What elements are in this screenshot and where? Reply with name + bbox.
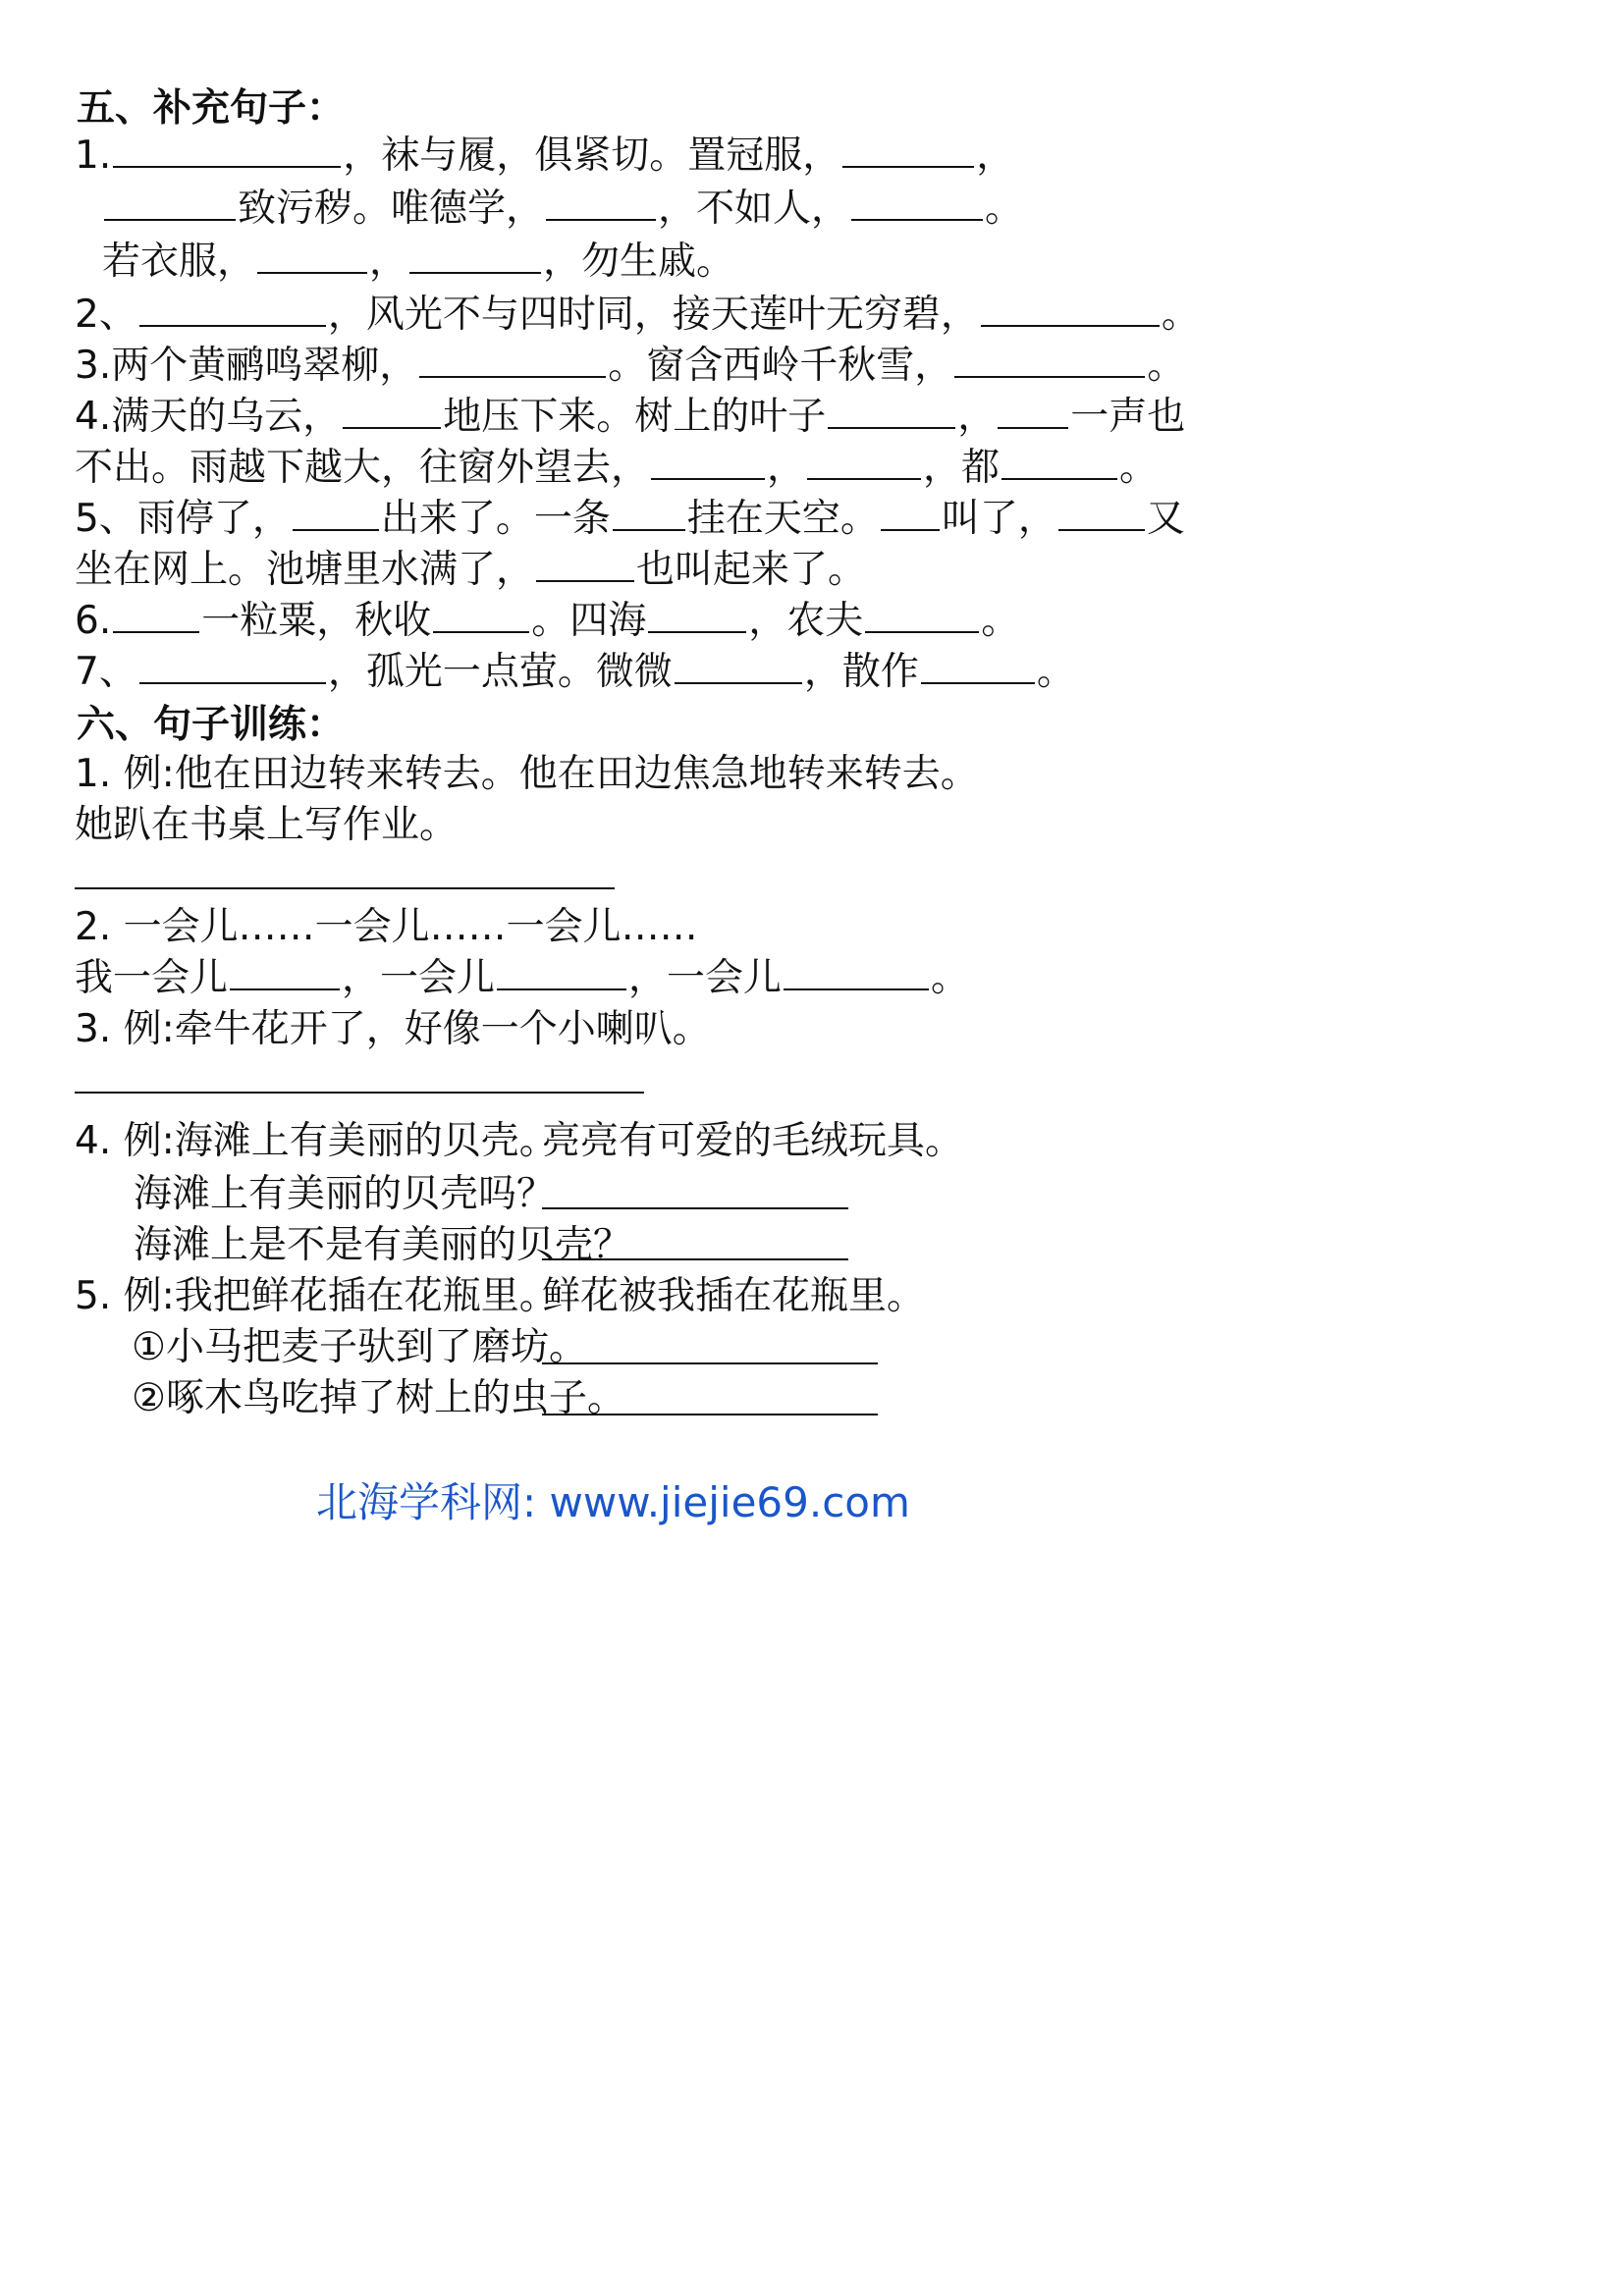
text: ，散作 <box>803 650 919 694</box>
blank[interactable] <box>998 394 1068 429</box>
q5-6 <box>75 597 1019 646</box>
answer-line[interactable] <box>75 1092 644 1094</box>
q5-7 <box>75 648 1075 697</box>
q5-4-num: 4. <box>75 395 112 439</box>
blank[interactable] <box>828 394 955 429</box>
text: 。 <box>931 956 970 1000</box>
answer-line[interactable] <box>542 1207 848 1209</box>
text: 又 <box>1146 497 1185 541</box>
blank[interactable] <box>113 598 199 633</box>
text: 一声也 <box>1070 395 1186 439</box>
text: ，风光不与四时同，接天莲叶无穷碧， <box>327 293 979 337</box>
q5-1-line2 <box>102 185 1023 234</box>
blank[interactable] <box>784 955 929 990</box>
answer-line[interactable] <box>542 1362 878 1364</box>
text: 一粒粟，秋收 <box>201 599 432 643</box>
q5-2 <box>75 291 1200 340</box>
blank[interactable] <box>409 239 541 274</box>
q5-3-num: 3. <box>75 344 112 388</box>
text: 叫了， <box>941 497 1056 541</box>
text: ，农夫 <box>748 599 864 643</box>
answer-line[interactable] <box>75 887 615 889</box>
text: 。 <box>1036 650 1075 694</box>
text: ，不如人， <box>658 187 850 231</box>
blank[interactable] <box>113 133 341 168</box>
q6-4-example: 4. 例:海滩上有美丽的贝壳。 <box>75 1119 558 1163</box>
q5-4-line1 <box>75 393 1185 442</box>
q6-4-prompt: 亮亮有可爱的毛绒玩具。 <box>542 1119 964 1163</box>
text: 若衣服， <box>102 240 256 284</box>
q6-5-prompt: 鲜花被我插在花瓶里。 <box>542 1274 926 1318</box>
footer-site: 北海学科网: www.jiejie69.com <box>316 1478 910 1526</box>
text: 。 <box>1119 446 1159 490</box>
q6-1-example: 1. 例:他在田边转来转去。他在田边焦急地转来转去。 <box>75 752 979 796</box>
blank[interactable] <box>104 186 236 221</box>
q5-1-num: 1. <box>75 133 112 178</box>
blank[interactable] <box>851 186 983 221</box>
blank[interactable] <box>1001 445 1117 480</box>
blank[interactable] <box>139 649 326 684</box>
text: 。 <box>985 187 1024 231</box>
blank[interactable] <box>954 343 1145 378</box>
text: 致污秽。唯德学， <box>238 187 545 231</box>
blank[interactable] <box>433 598 529 633</box>
text: ， <box>767 446 806 490</box>
blank[interactable] <box>648 598 746 633</box>
blank[interactable] <box>881 496 940 531</box>
text: ，都 <box>923 446 1001 490</box>
q6-1-prompt: 她趴在书桌上写作业。 <box>75 803 459 847</box>
blank[interactable] <box>675 649 802 684</box>
q5-1-line3 <box>102 238 734 287</box>
blank[interactable] <box>536 547 634 582</box>
q6-4-sub1: 海滩上有美丽的贝壳吗？ <box>134 1172 556 1216</box>
blank[interactable] <box>651 445 765 480</box>
q6-2-pattern: 2. 一会儿……一会儿……一会儿…… <box>75 905 698 949</box>
text: 挂在天空。 <box>686 497 879 541</box>
text: ， <box>976 133 1015 178</box>
text: 坐在网上。池塘里水满了， <box>75 548 535 592</box>
q6-5-example: 5. 例:我把鲜花插在花瓶里。 <box>75 1274 558 1318</box>
blank[interactable] <box>497 955 626 990</box>
text: ，一会儿 <box>342 956 496 1000</box>
text: ，袜与履，俱紧切。置冠服， <box>343 133 841 178</box>
blank[interactable] <box>613 496 685 531</box>
q5-6-num: 6. <box>75 599 112 643</box>
blank[interactable] <box>230 955 340 990</box>
text: ， <box>369 240 408 284</box>
text: ，孤光一点萤。微微 <box>327 650 673 694</box>
q5-5-line2 <box>75 546 866 595</box>
text: 我一会儿 <box>75 956 229 1000</box>
blank[interactable] <box>807 445 921 480</box>
text: 。 <box>981 599 1020 643</box>
q5-7-num: 7、 <box>75 650 137 694</box>
text: ，勿生戚。 <box>543 240 735 284</box>
q5-1-line1 <box>75 132 1014 181</box>
q6-5-sub2: ②啄木鸟吃掉了树上的虫子。 <box>132 1376 625 1420</box>
section6-title: 六、句子训练： <box>77 703 346 747</box>
text: 地压下来。树上的叶子 <box>443 395 827 439</box>
blank[interactable] <box>257 239 367 274</box>
q6-4-sub2: 海滩上是不是有美丽的贝壳？ <box>134 1223 632 1267</box>
text: 不出。雨越下越大，往窗外望去， <box>75 446 650 490</box>
q5-4-line2 <box>75 444 1158 493</box>
q5-3 <box>75 342 1185 391</box>
text: 也叫起来了。 <box>636 548 867 592</box>
q6-5-sub1: ①小马把麦子驮到了磨坊。 <box>132 1325 587 1369</box>
text: 。窗含西岭千秋雪， <box>608 344 953 388</box>
blank[interactable] <box>343 394 441 429</box>
q5-5-num: 5、 <box>75 497 137 541</box>
blank[interactable] <box>981 292 1160 327</box>
q6-3-example: 3. 例:牵牛花开了，好像一个小喇叭。 <box>75 1007 711 1051</box>
text: 雨停了， <box>136 497 291 541</box>
text: 。四海 <box>531 599 647 643</box>
q5-5-line1 <box>75 495 1185 544</box>
text: 。 <box>1161 293 1200 337</box>
section5-title: 五、补充句子： <box>77 86 346 131</box>
blank[interactable] <box>1058 496 1145 531</box>
text: 出来了。一条 <box>380 497 611 541</box>
blank[interactable] <box>865 598 979 633</box>
text: 两个黄鹂鸣翠柳， <box>111 344 418 388</box>
answer-line[interactable] <box>542 1258 848 1260</box>
q6-2-fill <box>75 954 969 1003</box>
blank[interactable] <box>546 186 656 221</box>
blank[interactable] <box>842 133 974 168</box>
answer-line[interactable] <box>542 1414 878 1415</box>
blank[interactable] <box>921 649 1035 684</box>
text: 。 <box>1147 344 1186 388</box>
q5-2-num: 2、 <box>75 293 137 337</box>
blank[interactable] <box>293 496 379 531</box>
text: ， <box>957 395 997 439</box>
blank[interactable] <box>139 292 326 327</box>
blank[interactable] <box>419 343 606 378</box>
text: ，一会儿 <box>628 956 783 1000</box>
text: 满天的乌云， <box>111 395 342 439</box>
